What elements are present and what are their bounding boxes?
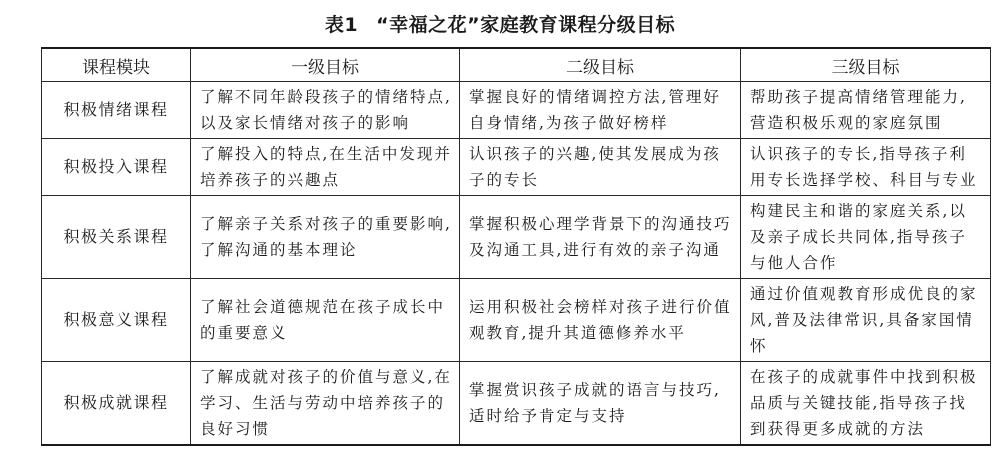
header-row <box>42 48 991 82</box>
table-row <box>42 139 991 196</box>
level2-cell: 掌握积极心理学背景下的沟通技巧及沟通工具,进行有效的亲子沟通 <box>460 196 741 279</box>
table-caption <box>0 10 1000 37</box>
level3-cell: 在孩子的成就事件中找到积极品质与关键技能,指导孩子找到获得更多成就的方法 <box>741 362 991 446</box>
level2-cell: 掌握赏识孩子成就的语言与技巧,适时给予肯定与支持 <box>460 362 741 446</box>
header-level1: 一级目标 <box>191 48 460 82</box>
level1-cell: 了解投入的特点,在生活中发现并培养孩子的兴趣点 <box>191 139 460 196</box>
module-cell: 积极关系课程 <box>42 196 191 279</box>
level3-cell: 通过价值观教育形成优良的家风,普及法律常识,具备家国情怀 <box>741 279 991 362</box>
table-number: 表1 <box>324 14 359 36</box>
level1-cell: 了解社会道德规范在孩子成长中的重要意义 <box>191 279 460 362</box>
table-row <box>42 279 991 362</box>
table-row <box>42 82 991 139</box>
module-cell: 积极意义课程 <box>42 279 191 362</box>
table-row <box>42 196 991 279</box>
level2-cell: 认识孩子的兴趣,使其发展成为孩子的专长 <box>460 139 741 196</box>
level3-cell: 帮助孩子提高情绪管理能力,营造积极乐观的家庭氛围 <box>741 82 991 139</box>
header-module: 课程模块 <box>42 48 191 82</box>
level3-cell: 构建民主和谐的家庭关系,以及亲子成长共同体,指导孩子与他人合作 <box>741 196 991 279</box>
level2-cell: 掌握良好的情绪调控方法,管理好自身情绪,为孩子做好榜样 <box>460 82 741 139</box>
level1-cell: 了解成就对孩子的价值与意义,在学习、生活与劳动中培养孩子的良好习惯 <box>191 362 460 446</box>
level1-cell: 了解不同年龄段孩子的情绪特点,以及家长情绪对孩子的影响 <box>191 82 460 139</box>
level2-cell: 运用积极社会榜样对孩子进行价值观教育,提升其道德修养水平 <box>460 279 741 362</box>
module-cell: 积极投入课程 <box>42 139 191 196</box>
module-cell: 积极成就课程 <box>42 362 191 446</box>
table-row <box>42 362 991 446</box>
header-level2: 二级目标 <box>460 48 741 82</box>
header-level3: 三级目标 <box>741 48 991 82</box>
curriculum-goals-table <box>41 47 991 446</box>
table-title: “幸福之花”家庭教育课程分级目标 <box>376 14 676 36</box>
level1-cell: 了解亲子关系对孩子的重要影响,了解沟通的基本理论 <box>191 196 460 279</box>
level3-cell: 认识孩子的专长,指导孩子利用专长选择学校、科目与专业 <box>741 139 991 196</box>
module-cell: 积极情绪课程 <box>42 82 191 139</box>
